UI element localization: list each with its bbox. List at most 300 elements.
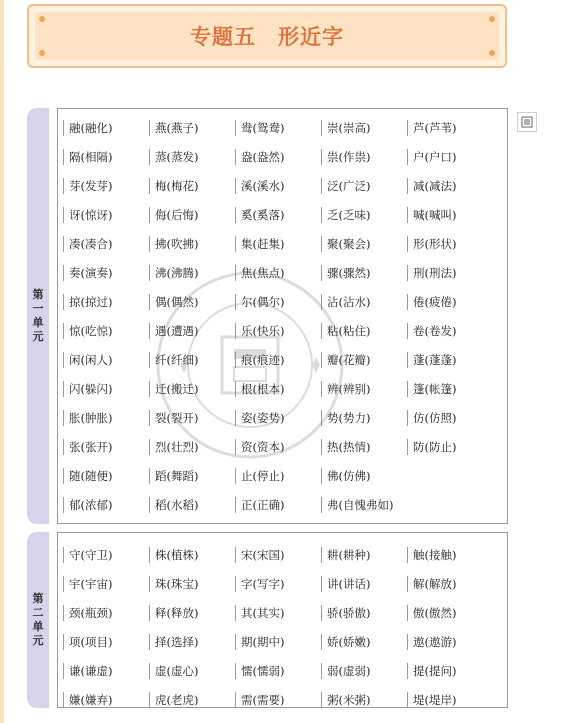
word-pair-text: 其(其实) bbox=[241, 606, 285, 620]
word-pair bbox=[241, 690, 284, 710]
word-pair bbox=[327, 632, 370, 652]
word-pair-text: 蒸(蒸发) bbox=[155, 150, 199, 164]
column-divider bbox=[63, 178, 64, 194]
word-pair bbox=[155, 321, 198, 341]
word-pair bbox=[241, 350, 284, 370]
column-divider bbox=[63, 547, 64, 563]
word-pair-text: 蹈(舞蹈) bbox=[155, 469, 199, 483]
word-pair bbox=[69, 690, 112, 710]
word-pair-text: 虚(虚心) bbox=[155, 664, 199, 678]
word-pair-text: 掠(掠过) bbox=[69, 295, 113, 309]
word-pair bbox=[327, 350, 370, 370]
word-pair-text: 谦(谦虚) bbox=[69, 664, 113, 678]
word-pair bbox=[241, 495, 284, 515]
column-divider bbox=[407, 265, 408, 281]
word-pair-text: 嫌(嫌弃) bbox=[69, 693, 113, 707]
column-divider bbox=[149, 692, 150, 708]
word-pair bbox=[155, 350, 198, 370]
word-pair-text: 裂(裂开) bbox=[155, 411, 199, 425]
column-divider bbox=[407, 576, 408, 592]
word-pair-text: 集(赶集) bbox=[241, 237, 285, 251]
word-pair-text: 蓬(蓬蓬) bbox=[413, 353, 457, 367]
word-pair-text: 偶(偶然) bbox=[155, 295, 199, 309]
column-divider bbox=[63, 323, 64, 339]
word-pair-text: 芦(芦苇) bbox=[413, 121, 457, 135]
word-pair-text: 形(形状) bbox=[413, 237, 457, 251]
word-pair-text: 祟(作祟) bbox=[327, 150, 371, 164]
word-pair bbox=[155, 379, 198, 399]
word-pair bbox=[69, 466, 112, 486]
column-divider bbox=[407, 381, 408, 397]
column-divider bbox=[149, 576, 150, 592]
word-pair-text: 宇(宇宙) bbox=[69, 577, 113, 591]
column-divider bbox=[321, 207, 322, 223]
column-divider bbox=[321, 236, 322, 252]
word-pair-text: 期(期中) bbox=[241, 635, 285, 649]
word-pair-text: 痕(痕迹) bbox=[241, 353, 285, 367]
word-pair bbox=[413, 350, 456, 370]
word-pair-text: 择(选择) bbox=[155, 635, 199, 649]
column-divider bbox=[235, 381, 236, 397]
word-pair bbox=[413, 661, 456, 681]
word-pair-text: 热(热情) bbox=[327, 440, 371, 454]
word-pair bbox=[413, 545, 456, 565]
word-pair bbox=[155, 574, 198, 594]
word-pair bbox=[69, 603, 112, 623]
word-pair bbox=[155, 437, 198, 457]
word-pair-text: 颈(瓶颈) bbox=[69, 606, 113, 620]
column-divider bbox=[63, 265, 64, 281]
word-pair bbox=[327, 176, 370, 196]
column-divider bbox=[149, 265, 150, 281]
word-pair bbox=[413, 379, 456, 399]
word-pair-text: 沸(沸腾) bbox=[155, 266, 199, 280]
word-pair-text: 聚(聚会) bbox=[327, 237, 371, 251]
word-pair-text: 燕(燕子) bbox=[155, 121, 199, 135]
column-divider bbox=[321, 663, 322, 679]
word-pair-text: 讲(讲话) bbox=[327, 577, 371, 591]
column-divider bbox=[63, 634, 64, 650]
word-pair-text: 芽(发芽) bbox=[69, 179, 113, 193]
column-divider bbox=[321, 149, 322, 165]
word-pair-text: 沾(沾水) bbox=[327, 295, 371, 309]
column-divider bbox=[149, 410, 150, 426]
column-divider bbox=[407, 634, 408, 650]
column-divider bbox=[235, 605, 236, 621]
column-divider bbox=[149, 497, 150, 513]
column-divider bbox=[63, 468, 64, 484]
column-divider bbox=[321, 352, 322, 368]
column-divider bbox=[149, 323, 150, 339]
word-pair bbox=[155, 263, 198, 283]
column-divider bbox=[235, 663, 236, 679]
word-pair bbox=[413, 292, 456, 312]
word-pair bbox=[69, 545, 112, 565]
column-divider bbox=[321, 294, 322, 310]
column-divider bbox=[407, 352, 408, 368]
word-pair bbox=[327, 292, 370, 312]
column-divider bbox=[63, 410, 64, 426]
column-divider bbox=[149, 439, 150, 455]
word-pair bbox=[69, 176, 112, 196]
column-divider bbox=[321, 410, 322, 426]
word-pair-text: 侮(后悔) bbox=[155, 208, 199, 222]
title-banner bbox=[27, 4, 507, 68]
column-divider bbox=[407, 547, 408, 563]
column-divider bbox=[149, 468, 150, 484]
word-pair-text: 尔(偶尔) bbox=[241, 295, 285, 309]
word-pair-text: 篷(帐篷) bbox=[413, 382, 457, 396]
word-pair-text: 株(植株) bbox=[155, 548, 199, 562]
column-divider bbox=[235, 439, 236, 455]
word-pair-text: 项(项目) bbox=[69, 635, 113, 649]
word-pair-text: 融(融化) bbox=[69, 121, 113, 135]
word-pair bbox=[69, 632, 112, 652]
word-pair-text: 闪(躲闪) bbox=[69, 382, 113, 396]
word-pair bbox=[241, 205, 284, 225]
page-title bbox=[35, 12, 499, 60]
word-pair bbox=[155, 603, 198, 623]
word-pair-text: 骤(骤然) bbox=[327, 266, 371, 280]
word-pair bbox=[69, 408, 112, 428]
word-pair-text: 辨(辨别) bbox=[327, 382, 371, 396]
word-pair bbox=[155, 495, 198, 515]
column-divider bbox=[149, 207, 150, 223]
word-pair bbox=[155, 545, 198, 565]
word-pair bbox=[413, 574, 456, 594]
word-pair-text: 溪(溪水) bbox=[241, 179, 285, 193]
word-pair-text: 释(释放) bbox=[155, 606, 199, 620]
word-pair bbox=[155, 690, 198, 710]
word-pair bbox=[69, 118, 112, 138]
column-divider bbox=[63, 381, 64, 397]
word-pair bbox=[327, 321, 370, 341]
column-divider bbox=[63, 294, 64, 310]
word-pair bbox=[241, 603, 284, 623]
column-divider bbox=[235, 120, 236, 136]
column-divider bbox=[407, 178, 408, 194]
word-pair bbox=[69, 147, 112, 167]
word-pair-text: 胀(肿胀) bbox=[69, 411, 113, 425]
word-pair-text: 解(解放) bbox=[413, 577, 457, 591]
word-pair bbox=[241, 176, 284, 196]
column-divider bbox=[235, 207, 236, 223]
word-pair bbox=[413, 408, 456, 428]
column-divider bbox=[407, 410, 408, 426]
word-pair bbox=[413, 437, 456, 457]
word-pair-text: 盎(盎然) bbox=[241, 150, 285, 164]
word-pair bbox=[241, 263, 284, 283]
word-pair bbox=[155, 408, 198, 428]
column-divider bbox=[63, 352, 64, 368]
word-pair-text: 乐(快乐) bbox=[241, 324, 285, 338]
column-divider bbox=[321, 547, 322, 563]
word-pair-text: 仿(仿照) bbox=[413, 411, 457, 425]
word-pair bbox=[69, 437, 112, 457]
word-pair bbox=[155, 466, 198, 486]
word-pair bbox=[327, 574, 370, 594]
column-divider bbox=[149, 149, 150, 165]
column-divider bbox=[407, 207, 408, 223]
column-divider bbox=[407, 323, 408, 339]
unit-1-word-table bbox=[57, 108, 508, 524]
page-title-subject: 形近字 bbox=[278, 25, 344, 49]
word-pair bbox=[327, 205, 370, 225]
word-pair-text: 懦(懦弱) bbox=[241, 664, 285, 678]
word-pair-text: 耕(耕种) bbox=[327, 548, 371, 562]
column-divider bbox=[321, 634, 322, 650]
word-pair-text: 烈(壮烈) bbox=[155, 440, 199, 454]
word-pair bbox=[241, 118, 284, 138]
column-divider bbox=[235, 178, 236, 194]
column-divider bbox=[149, 236, 150, 252]
column-divider bbox=[235, 547, 236, 563]
column-divider bbox=[235, 692, 236, 708]
word-pair-text: 守(守卫) bbox=[69, 548, 113, 562]
word-pair-text: 随(随便) bbox=[69, 469, 113, 483]
word-pair bbox=[241, 574, 284, 594]
word-pair bbox=[327, 661, 370, 681]
column-divider bbox=[63, 207, 64, 223]
word-pair-text: 户(户口) bbox=[413, 150, 457, 164]
word-pair-text: 闲(闲人) bbox=[69, 353, 113, 367]
word-pair-text: 遇(遭遇) bbox=[155, 324, 199, 338]
word-pair bbox=[241, 379, 284, 399]
word-pair-text: 凑(凑合) bbox=[69, 237, 113, 251]
word-pair-text: 刑(刑法) bbox=[413, 266, 457, 280]
word-pair-text: 虎(老虎) bbox=[155, 693, 199, 707]
word-pair bbox=[69, 263, 112, 283]
word-pair-text: 梅(梅花) bbox=[155, 179, 199, 193]
word-pair-text: 势(势力) bbox=[327, 411, 371, 425]
column-divider bbox=[149, 547, 150, 563]
word-pair bbox=[413, 147, 456, 167]
column-divider bbox=[321, 605, 322, 621]
word-pair-text: 娇(娇嫩) bbox=[327, 635, 371, 649]
column-divider bbox=[321, 381, 322, 397]
word-pair bbox=[327, 118, 370, 138]
column-divider bbox=[63, 663, 64, 679]
word-pair-text: 堤(堤岸) bbox=[413, 693, 457, 707]
column-divider bbox=[407, 605, 408, 621]
word-pair-text: 需(需要) bbox=[241, 693, 285, 707]
column-divider bbox=[321, 323, 322, 339]
word-pair bbox=[413, 205, 456, 225]
column-divider bbox=[63, 439, 64, 455]
word-pair-text: 姿(姿势) bbox=[241, 411, 285, 425]
word-pair-text: 奏(演奏) bbox=[69, 266, 113, 280]
word-pair bbox=[327, 690, 370, 710]
column-divider bbox=[235, 352, 236, 368]
word-pair-text: 根(根本) bbox=[241, 382, 285, 396]
word-pair bbox=[241, 147, 284, 167]
word-pair-text: 拂(吹拂) bbox=[155, 237, 199, 251]
word-pair-text: 止(停止) bbox=[241, 469, 285, 483]
column-divider bbox=[321, 692, 322, 708]
column-divider bbox=[321, 120, 322, 136]
column-divider bbox=[407, 663, 408, 679]
word-pair-text: 骄(骄傲) bbox=[327, 606, 371, 620]
word-pair-text: 提(提问) bbox=[413, 664, 457, 678]
column-divider bbox=[407, 236, 408, 252]
word-pair bbox=[241, 437, 284, 457]
word-pair bbox=[327, 263, 370, 283]
word-pair-text: 喊(喊叫) bbox=[413, 208, 457, 222]
unit-label-2: 第 二 单 元 bbox=[32, 592, 44, 647]
column-divider bbox=[63, 605, 64, 621]
word-pair bbox=[155, 661, 198, 681]
column-divider bbox=[149, 605, 150, 621]
column-divider bbox=[149, 381, 150, 397]
word-pair bbox=[69, 321, 112, 341]
word-pair bbox=[241, 466, 284, 486]
column-divider bbox=[63, 497, 64, 513]
column-divider bbox=[63, 149, 64, 165]
word-pair bbox=[241, 408, 284, 428]
word-pair bbox=[155, 176, 198, 196]
word-pair-text: 鸯(鸳鸯) bbox=[241, 121, 285, 135]
word-pair bbox=[155, 632, 198, 652]
word-pair-text: 张(张开) bbox=[69, 440, 113, 454]
column-divider bbox=[321, 497, 322, 513]
word-pair bbox=[241, 321, 284, 341]
word-pair-text: 宋(宋国) bbox=[241, 548, 285, 562]
column-divider bbox=[321, 468, 322, 484]
column-divider bbox=[407, 439, 408, 455]
column-divider bbox=[149, 294, 150, 310]
column-divider bbox=[235, 497, 236, 513]
word-pair bbox=[327, 466, 370, 486]
word-pair-text: 佛(仿佛) bbox=[327, 469, 371, 483]
column-divider bbox=[235, 294, 236, 310]
word-pair bbox=[327, 147, 370, 167]
word-pair bbox=[413, 690, 456, 710]
word-pair-text: 讶(惊讶) bbox=[69, 208, 113, 222]
word-pair-text: 惊(吃惊) bbox=[69, 324, 113, 338]
column-divider bbox=[63, 692, 64, 708]
word-pair-text: 弗(自愧弗如) bbox=[327, 498, 394, 512]
word-pair bbox=[69, 205, 112, 225]
word-pair-text: 触(接触) bbox=[413, 548, 457, 562]
word-pair bbox=[155, 118, 198, 138]
word-pair bbox=[69, 292, 112, 312]
column-divider bbox=[63, 576, 64, 592]
word-pair bbox=[241, 234, 284, 254]
fit-screen-icon[interactable] bbox=[517, 112, 537, 132]
word-pair bbox=[69, 574, 112, 594]
column-divider bbox=[235, 323, 236, 339]
word-pair-text: 崇(崇高) bbox=[327, 121, 371, 135]
word-pair bbox=[413, 321, 456, 341]
word-pair-text: 资(资本) bbox=[241, 440, 285, 454]
word-pair-text: 粘(粘住) bbox=[327, 324, 371, 338]
column-divider bbox=[235, 410, 236, 426]
word-pair bbox=[327, 234, 370, 254]
word-pair bbox=[327, 545, 370, 565]
column-divider bbox=[321, 439, 322, 455]
column-divider bbox=[235, 468, 236, 484]
column-divider bbox=[149, 663, 150, 679]
word-pair bbox=[327, 379, 370, 399]
word-pair bbox=[413, 234, 456, 254]
word-pair-text: 卷(卷发) bbox=[413, 324, 457, 338]
word-pair bbox=[413, 603, 456, 623]
word-pair bbox=[69, 350, 112, 370]
column-divider bbox=[235, 149, 236, 165]
word-pair-text: 泛(广泛) bbox=[327, 179, 371, 193]
column-divider bbox=[149, 352, 150, 368]
column-divider bbox=[149, 634, 150, 650]
unit-label-1: 第 一 单 元 bbox=[32, 288, 44, 343]
column-divider bbox=[235, 236, 236, 252]
column-divider bbox=[235, 576, 236, 592]
word-pair-text: 郁(浓郁) bbox=[69, 498, 113, 512]
word-pair bbox=[155, 147, 198, 167]
word-pair-text: 纤(纤细) bbox=[155, 353, 199, 367]
word-pair-text: 瓣(花瓣) bbox=[327, 353, 371, 367]
word-pair bbox=[327, 437, 370, 457]
word-pair bbox=[155, 234, 198, 254]
word-pair-text: 防(防止) bbox=[413, 440, 457, 454]
word-pair bbox=[327, 408, 370, 428]
word-pair bbox=[413, 118, 456, 138]
column-divider bbox=[321, 576, 322, 592]
unit-2-word-table bbox=[57, 532, 508, 708]
column-divider bbox=[407, 149, 408, 165]
word-pair-text: 焦(焦点) bbox=[241, 266, 285, 280]
word-pair-text: 弱(虚弱) bbox=[327, 664, 371, 678]
word-pair bbox=[155, 292, 198, 312]
column-divider bbox=[407, 120, 408, 136]
word-pair-text: 隔(相隔) bbox=[69, 150, 113, 164]
word-pair-text: 正(正确) bbox=[241, 498, 285, 512]
word-pair bbox=[413, 632, 456, 652]
word-pair bbox=[413, 176, 456, 196]
word-pair-text: 迁(搬迁) bbox=[155, 382, 199, 396]
word-pair-text: 减(减法) bbox=[413, 179, 457, 193]
column-divider bbox=[321, 178, 322, 194]
title-banner-inner bbox=[35, 12, 499, 60]
column-divider bbox=[235, 265, 236, 281]
word-pair-text: 字(写字) bbox=[241, 577, 285, 591]
word-pair bbox=[241, 545, 284, 565]
column-divider bbox=[149, 120, 150, 136]
column-divider bbox=[407, 294, 408, 310]
word-pair-text: 乏(乏味) bbox=[327, 208, 371, 222]
column-divider bbox=[63, 120, 64, 136]
word-pair bbox=[241, 632, 284, 652]
column-divider bbox=[407, 692, 408, 708]
page-title-topic: 专题五 bbox=[190, 25, 256, 49]
column-divider bbox=[63, 236, 64, 252]
word-pair-text: 稻(水稻) bbox=[155, 498, 199, 512]
word-pair-text: 珠(珠宝) bbox=[155, 577, 199, 591]
word-pair-text: 粥(米粥) bbox=[327, 693, 371, 707]
word-pair-text: 遨(遨游) bbox=[413, 635, 457, 649]
word-pair bbox=[241, 292, 284, 312]
word-pair-text: 奚(奚落) bbox=[241, 208, 285, 222]
column-divider bbox=[235, 634, 236, 650]
word-pair bbox=[413, 263, 456, 283]
word-pair-text: 傲(傲然) bbox=[413, 606, 457, 620]
word-pair bbox=[327, 495, 393, 515]
column-divider bbox=[321, 265, 322, 281]
word-pair bbox=[241, 661, 284, 681]
page-edge-stripe bbox=[0, 0, 4, 723]
column-divider bbox=[149, 178, 150, 194]
word-pair-text: 倦(疲倦) bbox=[413, 295, 457, 309]
word-pair bbox=[327, 603, 370, 623]
